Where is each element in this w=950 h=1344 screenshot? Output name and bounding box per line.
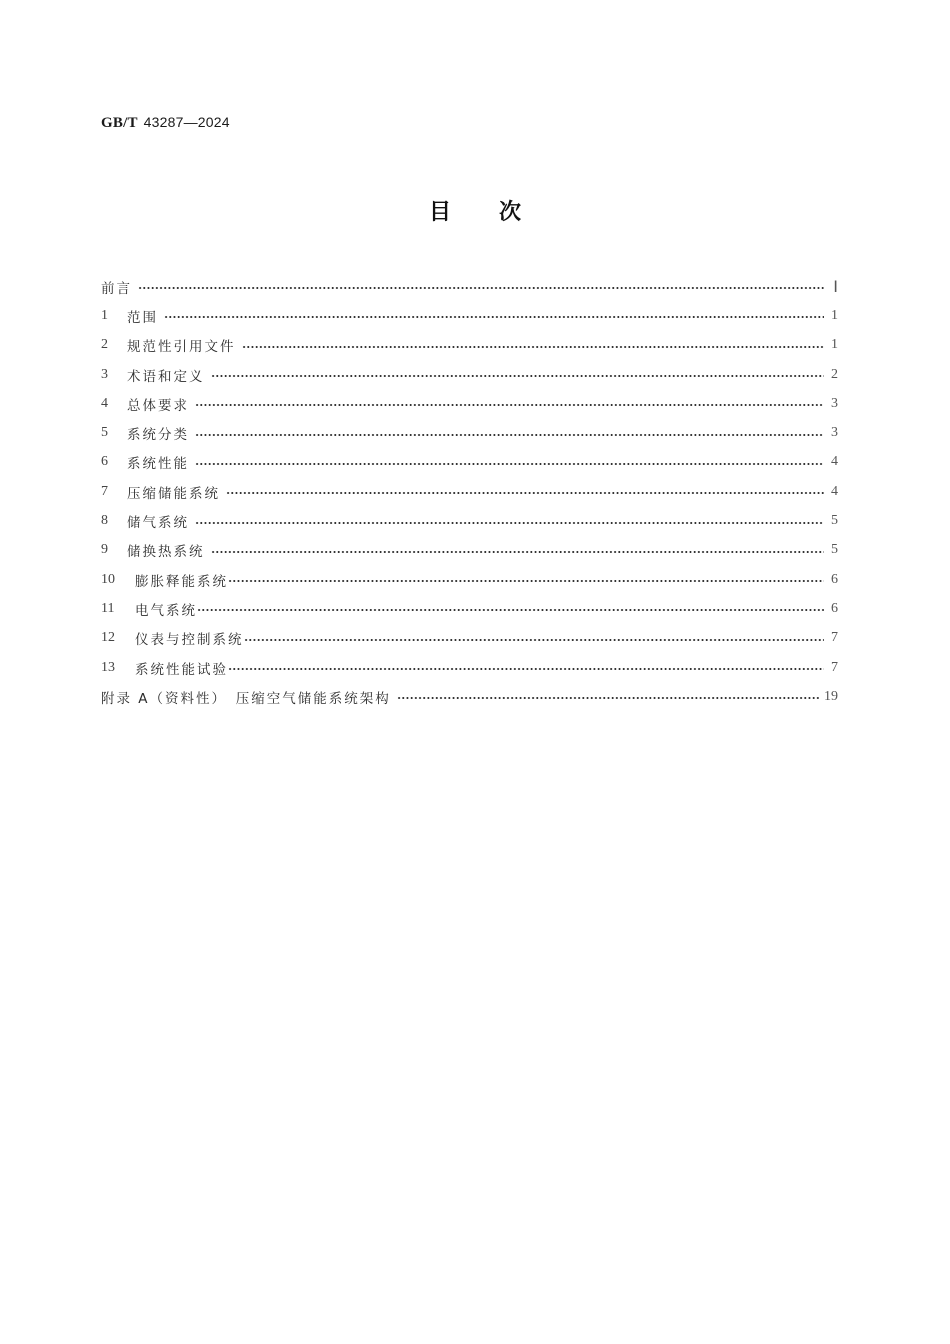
dot-leader: [195, 462, 824, 466]
toc-label: 电气系统: [135, 602, 197, 619]
dot-leader: [195, 403, 824, 407]
toc-label: 系统性能试验: [135, 661, 228, 678]
toc-label: 系统分类: [127, 427, 189, 444]
toc-page: 7: [831, 630, 838, 646]
toc-entry-appendix-a[interactable]: [101, 682, 838, 711]
toc-number: 7: [101, 483, 108, 499]
title-char-2: 次: [499, 200, 522, 225]
toc-entry[interactable]: [101, 477, 838, 506]
title-char-1: 目: [428, 200, 451, 225]
toc-entry-foreword[interactable]: [101, 272, 838, 301]
toc-label: 仪表与控制系统: [135, 632, 244, 649]
dot-leader: [397, 696, 820, 700]
toc-number: 3: [101, 366, 108, 382]
toc-label: 前言: [101, 280, 132, 297]
dot-leader: [138, 286, 824, 290]
toc-page: 3: [831, 395, 838, 411]
toc-page: 6: [831, 571, 838, 587]
toc-label: 规范性引用文件: [127, 339, 236, 356]
toc-label: 总体要求: [127, 397, 189, 414]
toc-number: 11: [101, 600, 115, 616]
toc-entry[interactable]: [101, 624, 838, 653]
dot-leader: [164, 315, 824, 319]
dot-leader: [195, 521, 824, 525]
toc-entry[interactable]: [101, 331, 838, 360]
toc-entry[interactable]: [101, 653, 838, 682]
toc-label: 附录 A（资料性） 压缩空气储能系统架构: [101, 690, 391, 707]
dot-leader: [228, 667, 824, 671]
toc-entry[interactable]: [101, 360, 838, 389]
dot-leader: [211, 374, 825, 378]
toc-page: 19: [824, 688, 838, 704]
dot-leader: [195, 433, 824, 437]
toc-number: 5: [101, 425, 108, 441]
toc-page: 6: [831, 600, 838, 616]
toc-page: 4: [831, 483, 838, 499]
toc-entry[interactable]: [101, 389, 838, 418]
standard-number: 43287—2024: [143, 114, 230, 130]
standard-code: [101, 114, 230, 132]
toc-page: 4: [831, 454, 838, 470]
toc-label: 压缩储能系统: [127, 485, 220, 502]
toc-number: 10: [101, 571, 115, 587]
toc-entry[interactable]: [101, 448, 838, 477]
toc-label: 膨胀释能系统: [135, 573, 228, 590]
dot-leader: [211, 550, 825, 554]
toc-label: 储气系统: [127, 515, 189, 532]
toc-number: 9: [101, 542, 108, 558]
standard-prefix: GB/T: [101, 115, 138, 131]
toc-number: 13: [101, 659, 115, 675]
table-of-contents: [101, 272, 838, 711]
dot-leader: [228, 579, 824, 583]
toc-page: 5: [831, 542, 838, 558]
toc-page: 5: [831, 513, 838, 529]
toc-page: 2: [831, 366, 838, 382]
toc-number: 12: [101, 630, 115, 646]
page-title: [0, 195, 950, 226]
toc-label: 范围: [127, 309, 158, 326]
toc-entry[interactable]: [101, 594, 838, 623]
toc-label: 术语和定义: [127, 368, 205, 385]
toc-entry[interactable]: [101, 301, 838, 330]
dot-leader: [226, 491, 824, 495]
toc-entry[interactable]: [101, 536, 838, 565]
toc-number: 1: [101, 307, 108, 323]
toc-entry[interactable]: [101, 506, 838, 535]
toc-label: 系统性能: [127, 456, 189, 473]
toc-page: 3: [831, 425, 838, 441]
toc-page: 1: [831, 307, 838, 323]
toc-number: 4: [101, 395, 108, 411]
toc-label: 储换热系统: [127, 544, 205, 561]
dot-leader: [242, 345, 825, 349]
dot-leader: [197, 608, 824, 612]
toc-page: Ⅰ: [833, 278, 838, 296]
dot-leader: [244, 638, 825, 642]
toc-page: 7: [831, 659, 838, 675]
toc-entry[interactable]: [101, 418, 838, 447]
toc-number: 6: [101, 454, 108, 470]
toc-page: 1: [831, 337, 838, 353]
toc-entry[interactable]: [101, 565, 838, 594]
toc-number: 2: [101, 337, 108, 353]
toc-number: 8: [101, 513, 108, 529]
